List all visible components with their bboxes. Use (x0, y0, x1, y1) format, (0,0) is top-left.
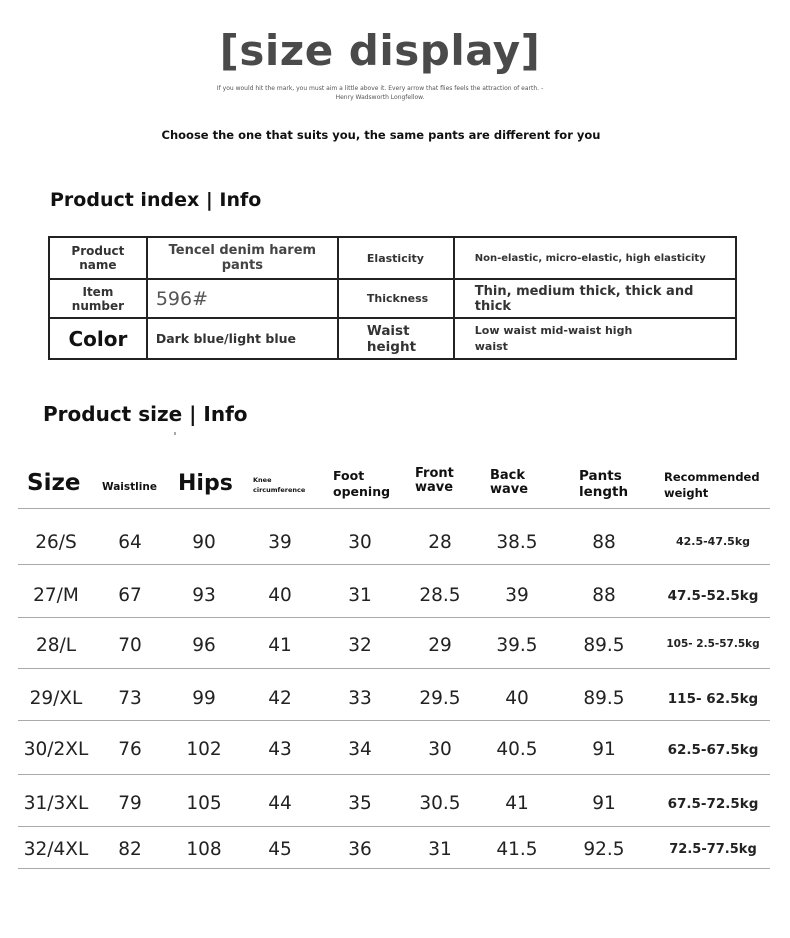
cell-weight: 47.5-52.5kg (667, 588, 759, 604)
cell-waist: 76 (118, 739, 142, 760)
cell-weight: 72.5-77.5kg (669, 842, 757, 857)
cell-weight: 115- 62.5kg (667, 691, 759, 707)
page-title: [size display] (219, 26, 541, 75)
subtitle: Choose the one that suits you, the same pants are different for you (161, 128, 601, 142)
thickness-label: Thickness (338, 279, 454, 318)
col-back: Back wave (490, 468, 529, 497)
cell-length: 91 (592, 739, 616, 760)
item-number-value: 596# (147, 279, 338, 318)
cell-hips: 102 (186, 739, 222, 760)
table-bottom-border (18, 868, 770, 869)
quote-text: If you would hit the mark, you must aim a little above it. Every arrow that flies feels the attraction of earth. -Henry Wadsworth Longfellow. (216, 85, 544, 101)
size-table-header (18, 460, 770, 508)
cell-length: 88 (592, 585, 616, 606)
elasticity-label: Elasticity (338, 237, 454, 279)
cell-front: 30 (428, 739, 452, 760)
col-size: Size (27, 470, 81, 496)
cell-length: 92.5 (583, 839, 625, 860)
cell-knee: 44 (268, 793, 292, 814)
cell-knee: 40 (268, 585, 292, 606)
table-row (18, 617, 770, 669)
col-knee: Knee circumference (253, 476, 306, 494)
col-hips: Hips (178, 471, 233, 496)
cell-size: 26/S (35, 532, 77, 553)
cell-size: 30/2XL (23, 739, 89, 760)
cell-size: 31/3XL (23, 793, 89, 814)
cell-foot: 33 (348, 688, 372, 709)
stray-dot (174, 432, 176, 435)
color-label: Color (49, 318, 147, 359)
cell-size: 27/M (33, 585, 79, 606)
cell-back: 40 (505, 688, 529, 709)
cell-back: 40.5 (496, 739, 538, 760)
col-foot: Foot opening (333, 468, 391, 499)
cell-waist: 64 (118, 532, 142, 553)
cell-waist: 79 (118, 793, 142, 814)
table-row (18, 564, 770, 618)
cell-length: 89.5 (583, 688, 625, 709)
cell-knee: 41 (268, 635, 292, 656)
cell-front: 29 (428, 635, 452, 656)
cell-hips: 90 (192, 532, 216, 553)
cell-waist: 67 (118, 585, 142, 606)
cell-waist: 82 (118, 839, 142, 860)
waist-height-label: Waist height (338, 318, 454, 359)
table-row (18, 668, 770, 721)
cell-front: 28 (428, 532, 452, 553)
cell-waist: 70 (118, 635, 142, 656)
cell-front: 28.5 (419, 585, 461, 606)
cell-foot: 34 (348, 739, 372, 760)
cell-foot: 32 (348, 635, 372, 656)
cell-back: 41 (505, 793, 529, 814)
cell-front: 29.5 (419, 688, 461, 709)
cell-knee: 42 (268, 688, 292, 709)
col-length: Pants length (579, 468, 629, 500)
cell-length: 91 (592, 793, 616, 814)
product-name-label: Product name (49, 237, 147, 279)
cell-hips: 99 (192, 688, 216, 709)
cell-hips: 93 (192, 585, 216, 606)
cell-foot: 35 (348, 793, 372, 814)
table-row (18, 508, 770, 565)
cell-waist: 73 (118, 688, 142, 709)
product-size-heading: Product size | Info (43, 402, 248, 426)
cell-front: 31 (428, 839, 452, 860)
cell-knee: 45 (268, 839, 292, 860)
cell-back: 39.5 (496, 635, 538, 656)
item-number-label: Item number (49, 279, 147, 318)
cell-knee: 39 (268, 532, 292, 553)
cell-knee: 43 (268, 739, 292, 760)
cell-front: 30.5 (419, 793, 461, 814)
product-name-value: Tencel denim harem pants (147, 237, 338, 279)
col-front: Front wave (415, 466, 454, 495)
cell-back: 38.5 (496, 532, 538, 553)
cell-back: 39 (505, 585, 529, 606)
cell-weight: 105- 2.5-57.5kg (666, 638, 760, 650)
waist-height-text: Low waist mid-waist high waist (474, 323, 633, 353)
cell-size: 29/XL (29, 688, 83, 709)
table-row (18, 720, 770, 775)
cell-back: 41.5 (496, 839, 538, 860)
col-waistline: Waistline (102, 481, 157, 493)
waist-height-value (454, 318, 736, 359)
cell-weight: 62.5-67.5kg (667, 742, 759, 758)
cell-weight: 67.5-72.5kg (667, 796, 759, 812)
elasticity-value: Non-elastic, micro-elastic, high elasticity (454, 237, 736, 279)
cell-hips: 105 (186, 793, 222, 814)
cell-size: 32/4XL (23, 839, 89, 860)
cell-hips: 108 (186, 839, 222, 860)
cell-foot: 30 (348, 532, 372, 553)
table-row (18, 826, 770, 869)
cell-weight: 42.5-47.5kg (675, 535, 751, 548)
product-index-heading: Product index | Info (50, 189, 262, 211)
table-row (18, 774, 770, 827)
cell-foot: 31 (348, 585, 372, 606)
col-weight: Recommended weight (664, 470, 760, 500)
cell-length: 88 (592, 532, 616, 553)
product-index-table (48, 236, 737, 360)
cell-length: 89.5 (583, 635, 625, 656)
color-value: Dark blue/light blue (147, 318, 338, 359)
cell-hips: 96 (192, 635, 216, 656)
thickness-value: Thin, medium thick, thick and thick (454, 279, 736, 318)
cell-size: 28/L (35, 635, 77, 656)
cell-foot: 36 (348, 839, 372, 860)
